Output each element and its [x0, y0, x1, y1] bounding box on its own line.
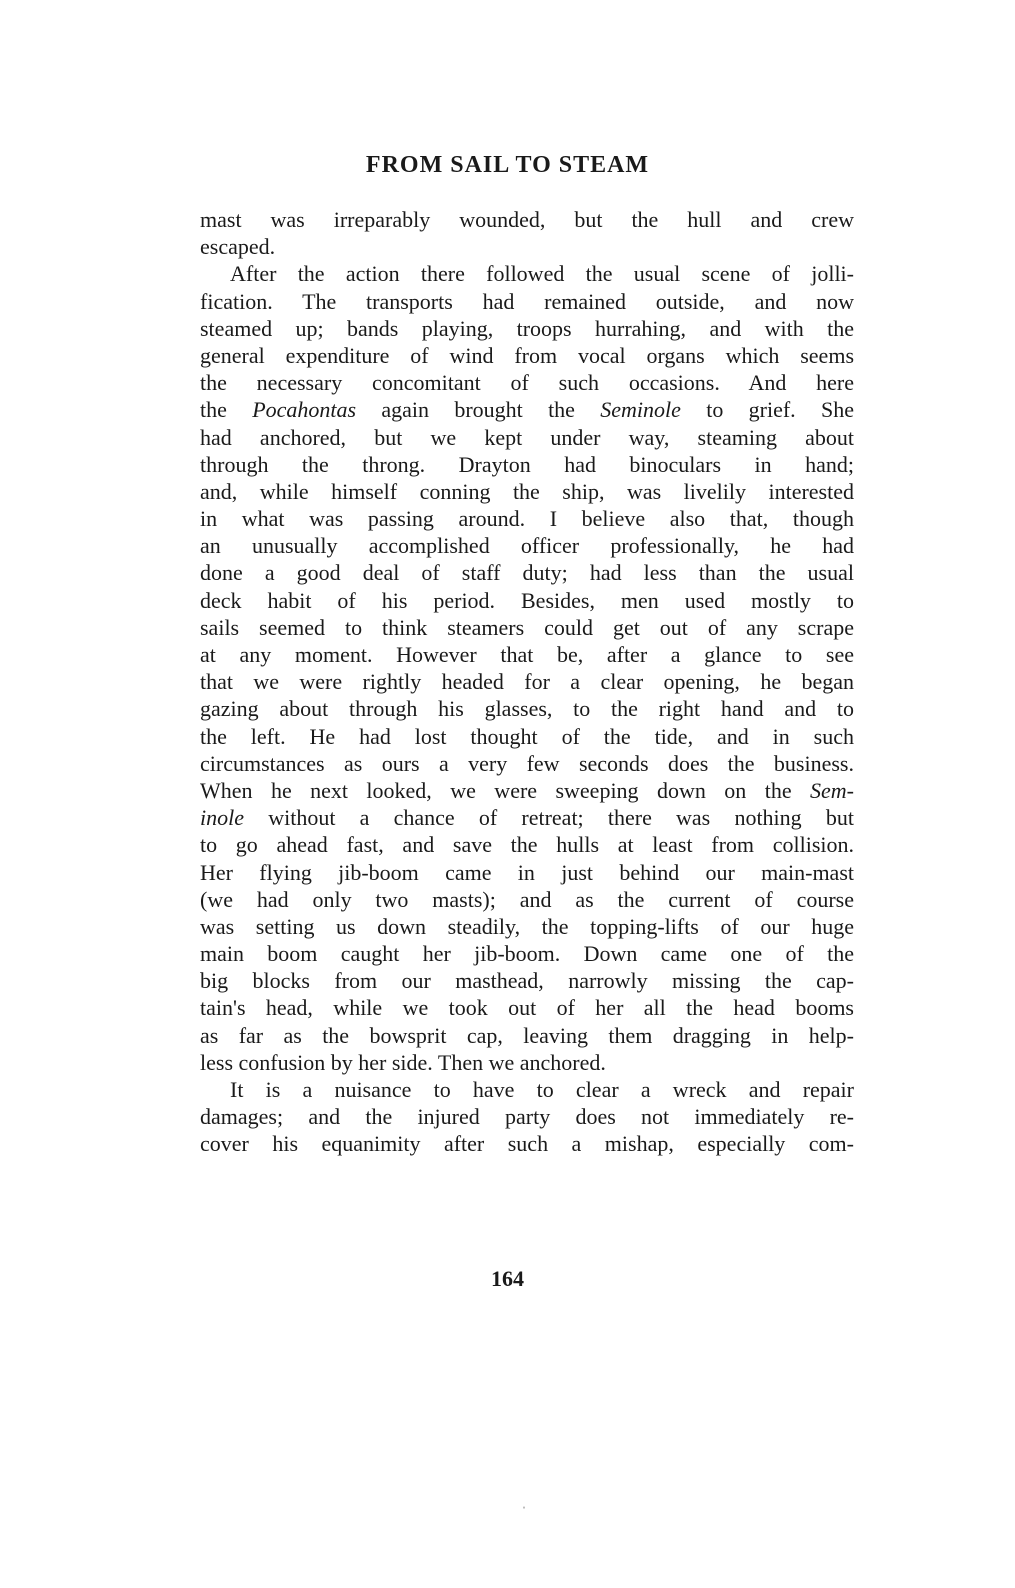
text-line: that we were rightly headed for a clear opening, he began: [200, 669, 854, 695]
text-line: big blocks from our masthead, narrowly missing the cap-: [200, 968, 854, 994]
text-line: steamed up; bands playing, troops hurrahing, and with the: [200, 315, 854, 341]
running-head: FROM SAIL TO STEAM: [365, 152, 650, 178]
text-line: (we had only two masts); and as the current of course: [200, 886, 854, 912]
italic-text: Sem-: [810, 777, 854, 803]
text-line: gazing about through his glasses, to the right hand and to: [200, 696, 854, 722]
text-line: deck habit of his period. Besides, men used mostly to: [200, 587, 854, 613]
body-text: [200, 206, 854, 1158]
text-segment: the: [200, 397, 253, 423]
text-line: main boom caught her jib-boom. Down came one of the: [200, 941, 854, 967]
text-line: [200, 804, 854, 831]
text-line: After the action there followed the usual scene of jolli-: [230, 261, 854, 287]
text-line: cover his equanimity after such a mishap, especially com-: [200, 1131, 854, 1157]
text-line: to go ahead fast, and save the hulls at least from collision.: [200, 832, 854, 858]
text-line: less confusion by her side. Then we anchored.: [200, 1049, 606, 1075]
text-segment: When he next looked, we were sweeping down on the: [200, 777, 811, 803]
text-line: and, while himself conning the ship, was livelily interested: [200, 478, 854, 504]
italic-text: Pocahontas: [252, 397, 357, 423]
text-segment: to grief. She: [680, 397, 854, 423]
text-line: escaped.: [200, 234, 276, 260]
italic-text: Seminole: [600, 397, 681, 423]
text-line: sails seemed to think steamers could get out of any scrape: [200, 614, 854, 640]
text-line: general expenditure of wind from vocal organs which seems: [200, 342, 854, 368]
text-line: in what was passing around. I believe also that, though: [200, 506, 854, 532]
text-line: [200, 777, 854, 804]
text-line: had anchored, but we kept under way, steaming about: [200, 424, 854, 450]
text-line: tain's head, while we took out of her all the head booms: [200, 995, 854, 1021]
italic-text: inole: [200, 805, 244, 831]
text-line: at any moment. However that be, after a glance to see: [200, 642, 854, 667]
text-line: done a good deal of staff duty; had less than the usual: [200, 560, 854, 586]
text-line: damages; and the injured party does not immediately re-: [200, 1104, 854, 1130]
page-number: 164: [491, 1266, 524, 1291]
text-line: It is a nuisance to have to clear a wreck and repair: [230, 1077, 854, 1102]
text-line: mast was irreparably wounded, but the hull and crew: [200, 207, 854, 232]
stray-mark: ˌ: [522, 1495, 526, 1509]
text-line: the left. He had lost thought of the tide, and in such: [200, 723, 854, 749]
text-line: Her flying jib-boom came in just behind our main-mast: [200, 859, 854, 885]
text-segment: without a chance of retreat; there was nothing but: [244, 805, 854, 831]
text-line: circumstances as ours a very few seconds does the business.: [200, 750, 854, 776]
text-line: through the throng. Drayton had binoculars in hand;: [200, 451, 854, 477]
text-line: fication. The transports had remained outside, and now: [200, 288, 854, 314]
text-line: an unusually accomplished officer professionally, he had: [200, 533, 854, 559]
text-line: was setting us down steadily, the topping-lifts of our huge: [200, 913, 854, 939]
text-line: as far as the bowsprit cap, leaving them dragging in help-: [200, 1022, 854, 1048]
text-segment: again brought the: [356, 397, 601, 423]
text-line: the necessary concomitant of such occasions. And here: [200, 370, 854, 396]
text-line: [200, 396, 854, 423]
